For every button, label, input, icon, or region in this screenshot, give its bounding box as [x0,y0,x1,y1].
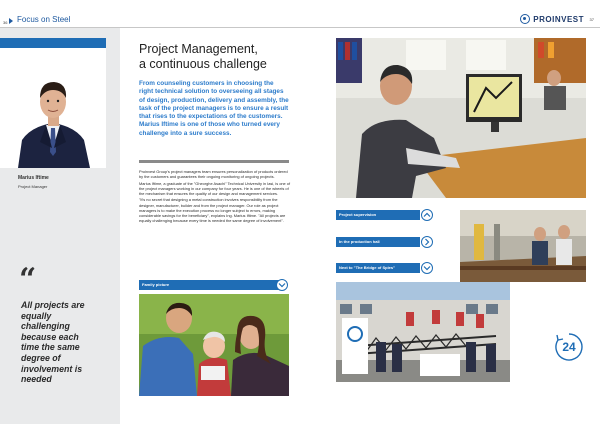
family-caption-circle [276,279,288,291]
production-caption-circle [421,236,433,248]
caption-family: Family picture [139,280,279,290]
logo-text: PROINVEST [533,14,584,24]
article-title-line-2: a continuous challenge [139,57,267,71]
header-right [120,0,600,30]
chevron-down-icon [278,281,286,289]
body-paragraph: Proinvest Group's project managers team ensures personalization of products ordered by the customers and guarantees their ongoing monitoring of ongoing projects. [139,169,288,180]
caption-supervision: Project supervision [336,210,420,220]
quote-mark-icon: “ [19,262,37,297]
caption-bridge: Next to "The Bridge of Spies" [336,263,420,273]
header-left [0,0,120,30]
profile-accent-bar [0,38,106,48]
logo [520,14,584,24]
header-divider-right [120,27,600,28]
office-photo [336,38,586,198]
chevron-down-icon [423,264,431,272]
profile-role: Project Manager [18,184,48,189]
caption-production: In the production hall [336,237,420,247]
chevron-up-icon [423,211,431,219]
page-number-right: 37 [589,17,594,22]
production-hall-photo [460,210,586,282]
article-lead: From counseling customers in choosing the right technical solution to overseeing all stages of design, production, delivery and assembly, the task of the project managers is to ensure a result that rises to the expectations of the customers. Marius Iftime is one of those who turned every challenge into a sure success. [139,80,289,137]
article-body [139,169,291,224]
bridge-caption-circle [421,262,433,274]
family-photo [139,294,289,396]
chevron-right-icon [423,238,431,246]
pull-quote: All projects are equally challenging because each time the same degree of involvement is needed [21,300,85,385]
supervision-caption-circle [421,209,433,221]
section-title: Focus on Steel [17,15,71,24]
page-number-left: 36 [3,20,8,25]
article-title [139,42,267,72]
profile-name: Marius Iftime [18,175,49,181]
proinvest-logo-icon [520,14,530,24]
article-title-line-1: Project Management, [139,42,258,56]
section-arrow-icon [9,18,13,24]
badge-number: 24 [562,340,576,354]
body-paragraph: Marius Iftime, a graduate of the "Gheorghe Asachi" Technical University in Iasi, is one of the project managers working in our company for four years. He is one of the wheels of the mechanism that ensures the quality of our design and management services. [139,180,291,196]
body-paragraph: "It's no secret that designing a metal construction involves responsibility from the designer, manufacturer, builder and from the project manager. Our role as project managers is to make the execution process no longer subject to errors, making considerable savings for the beneficiary", explains Ing. Marius Iftime. "All projects are equally challenging because every time is needed the same degree of involvement". [139,197,286,223]
bridge-photo [336,282,510,382]
badge-24 [554,332,584,362]
column-divider [139,160,289,163]
profile-portrait [0,48,106,168]
